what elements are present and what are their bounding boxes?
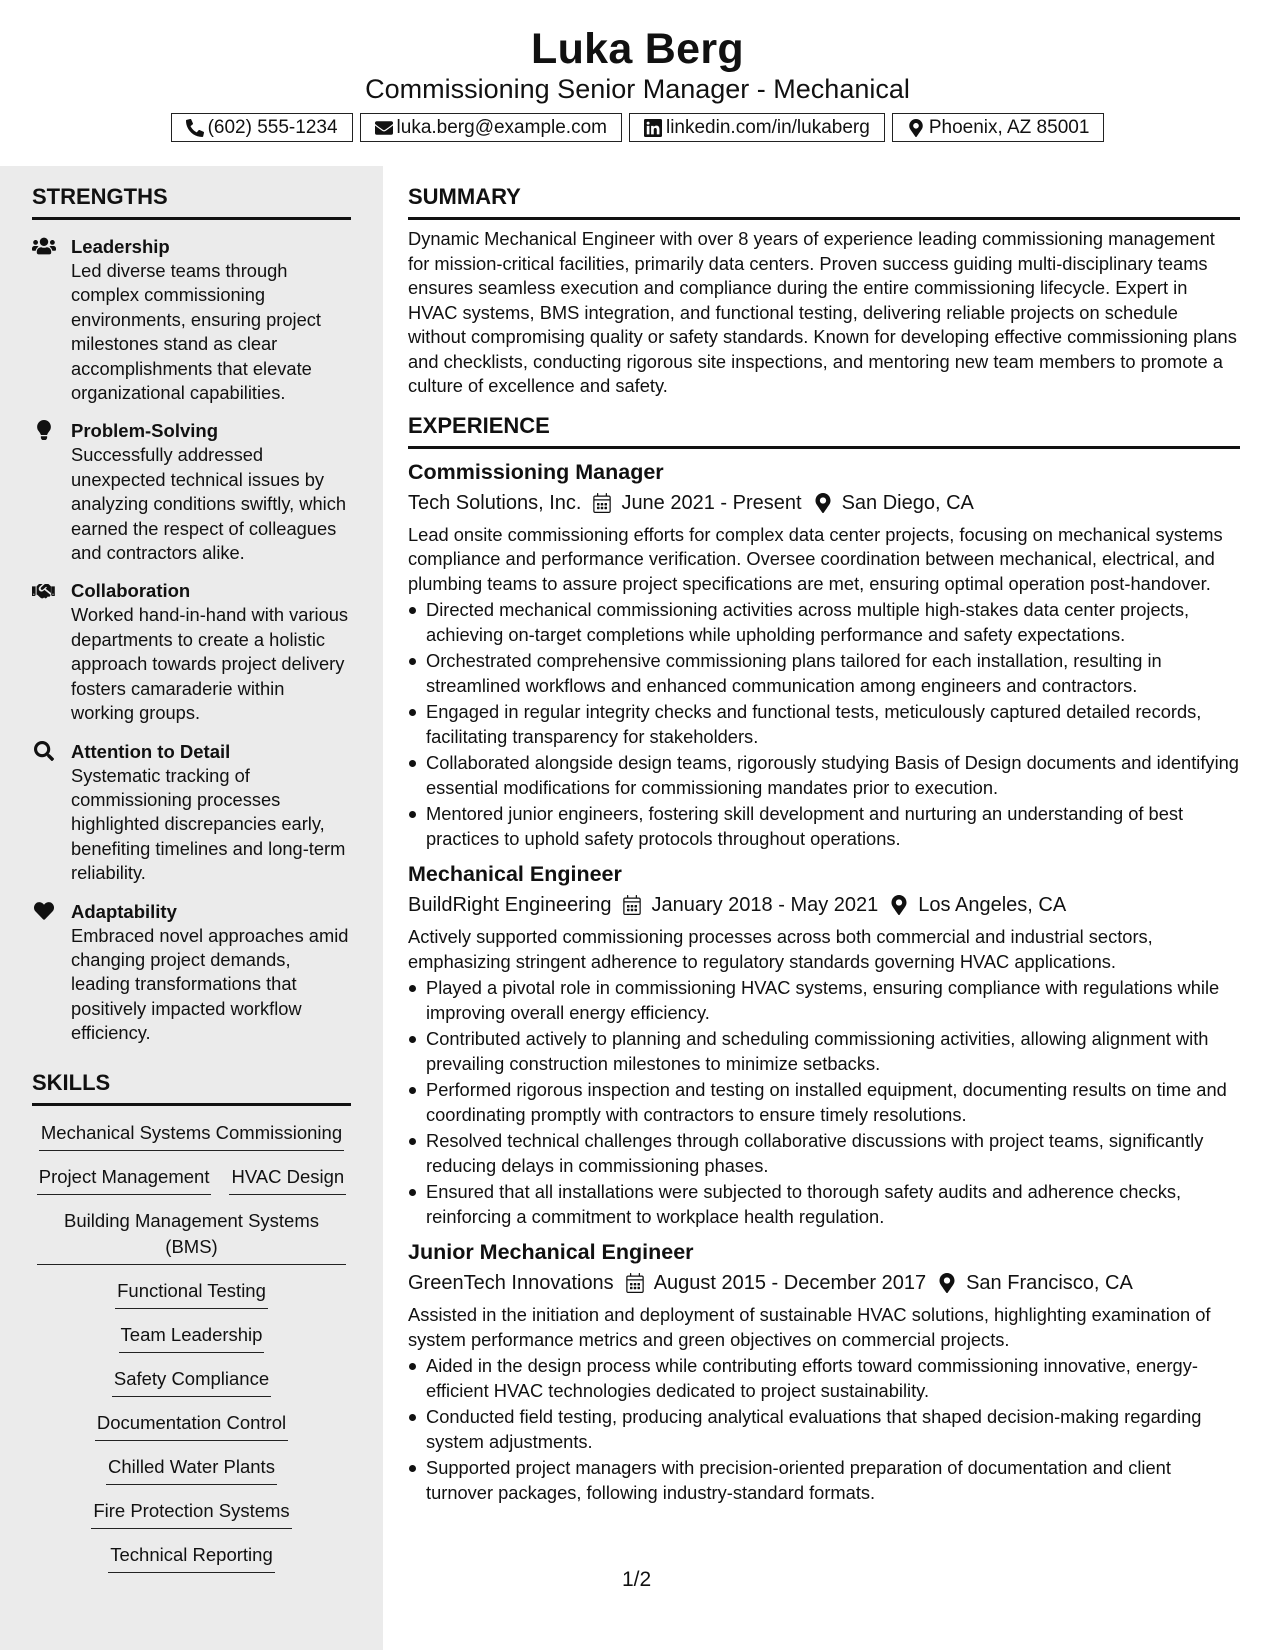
skill-tag: Safety Compliance	[112, 1366, 271, 1397]
strength-name: Attention to Detail	[71, 740, 231, 762]
job-meta	[408, 1268, 1240, 1298]
bullet-item: Ensured that all installations were subjected to thorough safety audits and adherence checks, reinforcing a commitment to workplace health regulation.	[408, 1180, 1240, 1229]
strength-name: Collaboration	[71, 580, 191, 602]
contact-linkedin-text: linkedin.com/in/lukaberg	[665, 116, 870, 138]
strength-name: Problem-Solving	[71, 420, 218, 442]
summary-heading: SUMMARY	[408, 184, 1240, 220]
job-company: Tech Solutions, Inc.	[408, 491, 582, 514]
contact-email-text: luka.berg@example.com	[396, 116, 607, 138]
bullet-item: Contributed actively to planning and scheduling commissioning activities, allowing alignment with prevailing construction milestones to minimize setbacks.	[408, 1027, 1240, 1076]
skill-tag: HVAC Design	[229, 1164, 346, 1195]
candidate-title: Commissioning Senior Manager - Mechanical	[365, 74, 910, 104]
bullet-item: Conducted field testing, producing analytical evaluations that shaped decision-making regarding system adjustments.	[408, 1405, 1240, 1454]
bullet-item: Performed rigorous inspection and testing on installed equipment, documenting results on time and coordinating promptly with contractors to ensure timely resolutions.	[408, 1078, 1240, 1127]
strength-description: Worked hand-in-hand with various departments to create a holistic approach towards project delivery fosters camaraderie within working groups.	[71, 604, 349, 724]
experience-heading: EXPERIENCE	[408, 413, 1240, 449]
location-pin-icon	[907, 119, 925, 137]
job-entry	[408, 1237, 1240, 1505]
bullet-item: Played a pivotal role in commissioning HVAC systems, ensuring compliance with regulations while improving overall energy efficiency.	[408, 976, 1240, 1025]
job-meta	[408, 488, 1240, 518]
page-number: 1/2	[622, 1568, 652, 1591]
job-company: BuildRight Engineering	[408, 894, 612, 916]
job-location: Los Angeles, CA	[918, 894, 1067, 916]
strength-description: Led diverse teams through complex commissioning environments, ensuring project milestones stand as clear accomplishments that elevate organizational capabilities.	[71, 260, 321, 404]
calendar-icon	[623, 895, 641, 915]
summary-section	[408, 184, 1240, 399]
strength-name: Leadership	[71, 236, 170, 257]
skills-list	[32, 1120, 351, 1573]
phone-icon	[186, 119, 204, 137]
handshake-icon	[32, 580, 56, 600]
skill-tag: Chilled Water Plants	[106, 1454, 277, 1485]
job-dates: June 2021 - Present	[621, 491, 802, 514]
contact-linkedin[interactable]	[629, 113, 885, 142]
job-location: San Diego, CA	[841, 491, 974, 514]
strength-description: Embraced novel approaches amid changing project demands, leading transformations that positively impacted workflow efficiency.	[71, 924, 349, 1044]
bullet-item: Supported project managers with precision-oriented preparation of documentation and client turnover packages, following industry-standard formats.	[408, 1456, 1240, 1505]
job-company: GreenTech Innovations	[408, 1272, 614, 1294]
summary-text: Dynamic Mechanical Engineer with over 8 years of experience leading commissioning management for mission-critical facilities, primarily data centers. Proven success guiding multi-disciplinary teams ensures seamless execution and compliance during the entire commissioning lifecycle. Expert in HVAC systems, BMS integration, and functional testing, delivering reliable projects on schedule without compromising quality or safety standards. Known for developing effective commissioning plans and checklists, conducting rigorous site inspections, and mentoring new team members to promote a culture of excellence and safety.	[408, 228, 1237, 396]
contact-bar	[0, 113, 1275, 142]
strength-description: Successfully addressed unexpected technical issues by analyzing conditions swiftly, which earned the respect of colleagues and contractors alike.	[71, 444, 347, 564]
location-pin-icon	[890, 895, 908, 915]
skill-tag: Technical Reporting	[108, 1542, 274, 1573]
resume-header	[0, 0, 1275, 166]
main-column	[408, 166, 1240, 1507]
calendar-icon	[593, 493, 611, 513]
bullet-item: Collaborated alongside design teams, rigorously studying Basis of Design documents and identifying essential modifications for commissioning mandates prior to execution.	[408, 751, 1240, 800]
job-entry	[408, 457, 1240, 852]
magnifier-icon	[32, 741, 56, 761]
job-title: Mechanical Engineer	[408, 862, 622, 886]
skill-tag: Fire Protection Systems	[91, 1498, 291, 1529]
bullet-item: Directed mechanical commissioning activities across multiple high-stakes data center projects, achieving on-target completions while upholding performance and safety expectations.	[408, 598, 1240, 647]
skills-section	[32, 1070, 351, 1586]
job-dates: January 2018 - May 2021	[651, 894, 879, 916]
location-pin-icon	[814, 493, 832, 513]
bullet-item: Mentored junior engineers, fostering skill development and nurturing an understanding of best practices to uphold safety protocols throughout operations.	[408, 802, 1240, 851]
sidebar	[0, 166, 383, 1650]
skill-tag: Documentation Control	[95, 1410, 288, 1441]
skill-tag: Project Management	[37, 1164, 212, 1195]
skill-tag: Building Management Systems (BMS)	[37, 1208, 346, 1265]
job-bullets	[408, 1354, 1240, 1505]
skill-tag: Team Leadership	[119, 1322, 265, 1353]
bullet-item: Aided in the design process while contributing efforts toward commissioning innovative, energy-efficient HVAC technologies dedicated to project sustainability.	[408, 1354, 1240, 1403]
strength-item	[32, 739, 351, 886]
job-title: Commissioning Manager	[408, 459, 664, 484]
job-description: Assisted in the initiation and deployment of sustainable HVAC solutions, highlighting examination of system performance metrics and green objectives on commercial projects.	[408, 1304, 1211, 1350]
linkedin-icon	[644, 119, 662, 137]
contact-location-text: Phoenix, AZ 85001	[928, 116, 1090, 138]
skill-tag: Functional Testing	[115, 1278, 268, 1309]
heart-icon	[32, 901, 56, 921]
experience-section	[408, 413, 1240, 1506]
bullet-item: Engaged in regular integrity checks and functional tests, meticulously captured detailed records, facilitating transparency for stakeholders.	[408, 700, 1240, 749]
contact-phone-text: (602) 555-1234	[207, 116, 338, 138]
strength-description: Systematic tracking of commissioning processes highlighted discrepancies early, benefiting timelines and long-term reliability.	[71, 764, 346, 884]
job-description: Actively supported commissioning processes across both commercial and industrial sectors, emphasizing stringent adherence to regulatory standards governing HVAC applications.	[408, 926, 1153, 972]
job-bullets	[408, 598, 1240, 851]
job-meta	[408, 890, 1240, 920]
job-description: Lead onsite commissioning efforts for complex data center projects, focusing on mechanical systems compliance and performance verification. Oversee coordination between mechanical, electrical, and plumbing teams to assure project specifications are met, ensuring optimal operation post-handover.	[408, 523, 1223, 594]
strength-item	[32, 418, 351, 565]
job-bullets	[408, 976, 1240, 1229]
strengths-section	[32, 184, 351, 1046]
envelope-icon	[375, 119, 393, 137]
bullet-item: Resolved technical challenges through collaborative discussions with project teams, significantly reducing delays in commissioning phases.	[408, 1129, 1240, 1178]
calendar-icon	[626, 1273, 644, 1293]
location-pin-icon	[938, 1273, 956, 1293]
contact-email[interactable]	[360, 113, 622, 142]
strength-item	[32, 234, 351, 405]
skill-tag: Mechanical Systems Commissioning	[39, 1120, 344, 1151]
job-dates: August 2015 - December 2017	[653, 1272, 927, 1294]
users-icon	[32, 236, 56, 256]
job-title: Junior Mechanical Engineer	[408, 1240, 694, 1264]
candidate-name: Luka Berg	[531, 25, 744, 73]
lightbulb-icon	[32, 420, 56, 440]
strengths-heading: STRENGTHS	[32, 184, 351, 220]
job-entry	[408, 859, 1240, 1229]
skills-heading: SKILLS	[32, 1070, 351, 1106]
job-location: San Francisco, CA	[966, 1272, 1133, 1294]
strength-item	[32, 578, 351, 725]
contact-location[interactable]	[892, 113, 1105, 142]
strength-item	[32, 899, 351, 1046]
bullet-item: Orchestrated comprehensive commissioning plans tailored for each installation, resulting in streamlined workflows and enhanced communication among engineers and contractors.	[408, 649, 1240, 698]
strength-name: Adaptability	[71, 900, 177, 922]
contact-phone[interactable]	[171, 113, 353, 142]
